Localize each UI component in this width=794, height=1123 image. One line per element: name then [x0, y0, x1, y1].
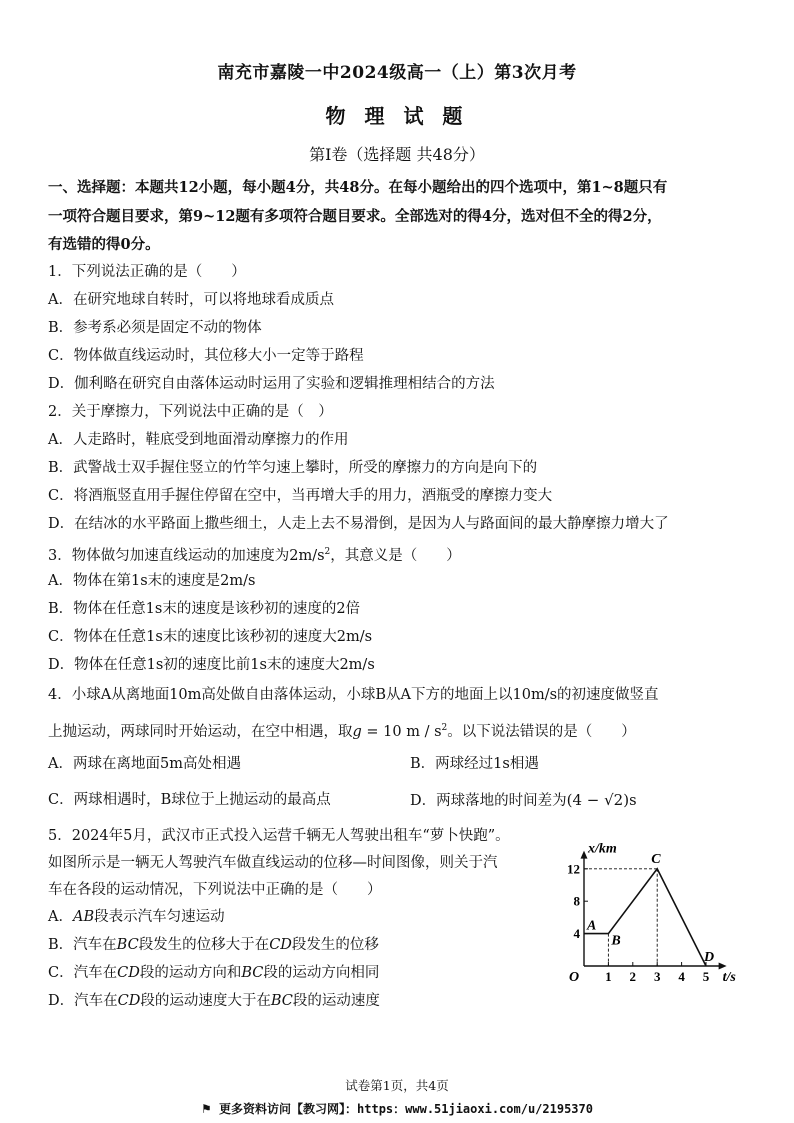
q5-option-c	[48, 963, 379, 983]
q4-g-value: = 10 m / s	[361, 723, 442, 740]
q4-stem-line-1: 4．小球A从离地面10m高处做自由落体运动，小球B从A下方的地面上以10m/s的初速度做竖直	[48, 687, 659, 703]
q4-stem-text: 上抛运动，两球同时开始运动，在空中相遇，取	[48, 723, 353, 740]
point-label-a: A	[587, 918, 597, 934]
t-axis-arrow	[719, 963, 727, 970]
q4-stem-tail: 。以下说法错误的是（ ）	[447, 723, 636, 740]
q5-b-prefix: B．汽车在	[48, 937, 117, 953]
q5-option-b	[48, 935, 379, 955]
q5-d-segment-2: BC	[270, 993, 293, 1009]
exam-title: 南充市嘉陵一中2024级高一（上）第3次月考	[217, 63, 577, 83]
origin-label: O	[569, 970, 580, 982]
q5-d-segment-1: CD	[117, 993, 141, 1009]
t-tick-label: 4	[678, 969, 685, 982]
q5-c-segment-2: BC	[241, 965, 264, 981]
t-axis-label: t/s	[722, 970, 736, 982]
x-axis-label: x/km	[588, 841, 617, 857]
q2-option-a: A．人走路时，鞋底受到地面滑动摩擦力的作用	[48, 432, 349, 448]
q4-option-d-text: D．两球落地的时间差为	[410, 793, 567, 809]
q5-c-middle: 段的运动方向和	[139, 965, 242, 981]
section-line-3: 有选错的得0分。	[48, 236, 160, 253]
q2-option-c: C．将酒瓶竖直用手握住停留在空中，当再增大手的用力，酒瓶受的摩擦力变大	[48, 488, 553, 504]
section-line-1: 一、选择题：本题共12小题，每小题4分，共48分。在每小题给出的四个选项中，第1~8题只有	[48, 179, 668, 196]
q2-option-d: D．在结冰的水平路面上撒些细土，人走上去不易滑倒，是因为人与路面间的最大静摩擦力增大了	[48, 516, 669, 532]
q5-d-prefix: D．汽车在	[48, 993, 118, 1009]
q5-option-d	[48, 991, 380, 1011]
flag-icon: ⚑	[201, 1102, 212, 1116]
q5-b-segment-2: CD	[269, 937, 292, 953]
q5-a-text: 段表示汽车匀速运动	[94, 909, 225, 925]
point-label-b: B	[611, 933, 621, 949]
q5-stem-line-3: 车在各段的运动情况，下列说法中正确的是（ ）	[48, 882, 382, 898]
q3-stem-text: 3．物体做匀加速直线运动的加速度为2m/s	[48, 547, 325, 564]
q4-option-d	[410, 790, 637, 811]
q1-stem: 1．下列说法正确的是（ ）	[48, 264, 246, 280]
q3-option-b: B．物体在任意1s末的速度是该秒初的速度的2倍	[48, 601, 361, 617]
t-tick-label: 1	[605, 969, 612, 982]
x-tick-label: 8	[573, 893, 580, 909]
q4-option-b: B．两球经过1s相遇	[410, 756, 539, 772]
q1-option-b: B．参考系必须是固定不动的物体	[48, 320, 262, 336]
x-axis-arrow	[581, 851, 588, 859]
q4-g-symbol: g	[352, 723, 362, 740]
q3-option-c: C．物体在任意1s末的速度比该秒初的速度大2m/s	[48, 629, 373, 645]
q5-b-middle: 段发生的位移大于在	[138, 937, 270, 953]
q4-g-exponent: 2	[441, 723, 448, 733]
xt-series-line	[584, 869, 706, 966]
x-tick-label: 4	[573, 926, 580, 942]
point-label-c: C	[651, 851, 661, 867]
q5-c-text: 段的运动方向相同	[263, 965, 380, 981]
page-number: 试卷第1页，共4页	[345, 1078, 449, 1093]
displacement-time-graph	[562, 826, 750, 982]
q4-option-d-unit: s	[629, 793, 637, 809]
q5-d-text: 段的运动速度	[292, 993, 380, 1009]
t-tick-label: 5	[702, 969, 710, 982]
q4-option-a: A．两球在离地面5m高处相遇	[48, 756, 241, 772]
subject-title: 物 理 试 题	[325, 104, 469, 128]
promo-banner[interactable]	[0, 1100, 794, 1117]
t-tick-label: 3	[653, 969, 661, 982]
promo-link[interactable]: 更多资料访问【教习网】：https：www.51jiaoxi.com/u/2195370	[219, 1102, 593, 1116]
q4-option-c: C．两球相遇时，B球位于上抛运动的最高点	[48, 792, 331, 808]
t-tick-label: 2	[629, 969, 637, 982]
q5-c-prefix: C．汽车在	[48, 965, 118, 981]
q4-option-d-expression: (4 − √2)	[566, 791, 630, 809]
q5-c-segment-1: CD	[117, 965, 140, 981]
q5-d-middle: 段的运动速度大于在	[140, 993, 271, 1009]
point-label-d: D	[704, 950, 715, 965]
x-tick-label: 12	[567, 861, 580, 877]
section-instructions	[48, 174, 756, 260]
q4-stem-line-2	[48, 718, 636, 742]
q5-a-prefix: A．	[48, 909, 73, 925]
q5-option-a	[48, 907, 225, 927]
q2-option-b: B．武警战士双手握住竖立的竹竿匀速上攀时，所受的摩擦力的方向是向下的	[48, 460, 538, 476]
q5-b-text: 段发生的位移	[291, 937, 379, 953]
q5-stem-line-2: 如图所示是一辆无人驾驶汽车做直线运动的位移—时间图像，则关于汽	[48, 855, 498, 871]
q1-option-c: C．物体做直线运动时，其位移大小一定等于路程	[48, 348, 364, 364]
q3-stem-tail: ，其意义是（ ）	[330, 547, 461, 564]
q5-a-segment: AB	[72, 909, 95, 925]
q3-stem	[48, 542, 461, 566]
q5-stem-line-1: 5．2024年5月，武汉市正式投入运营千辆无人驾驶出租车“萝卜快跑”。	[48, 828, 510, 844]
q5-b-segment-1: BC	[116, 937, 139, 953]
volume-heading: 第Ⅰ卷（选择题 共48分）	[309, 145, 485, 164]
q1-option-d: D．伽利略在研究自由落体运动时运用了实验和逻辑推理相结合的方法	[48, 376, 495, 392]
section-line-2: 一项符合题目要求，第9~12题有多项符合题目要求。全部选对的得4分，选对但不全的得2分，	[48, 207, 662, 225]
q3-option-a: A．物体在第1s末的速度是2m/s	[48, 573, 256, 589]
q3-stem-exponent: 2	[324, 547, 331, 557]
q2-stem: 2．关于摩擦力，下列说法中正确的是（ ）	[48, 404, 333, 420]
q1-option-a: A．在研究地球自转时，可以将地球看成质点	[48, 292, 334, 308]
q3-option-d: D．物体在任意1s初的速度比前1s末的速度大2m/s	[48, 657, 375, 673]
